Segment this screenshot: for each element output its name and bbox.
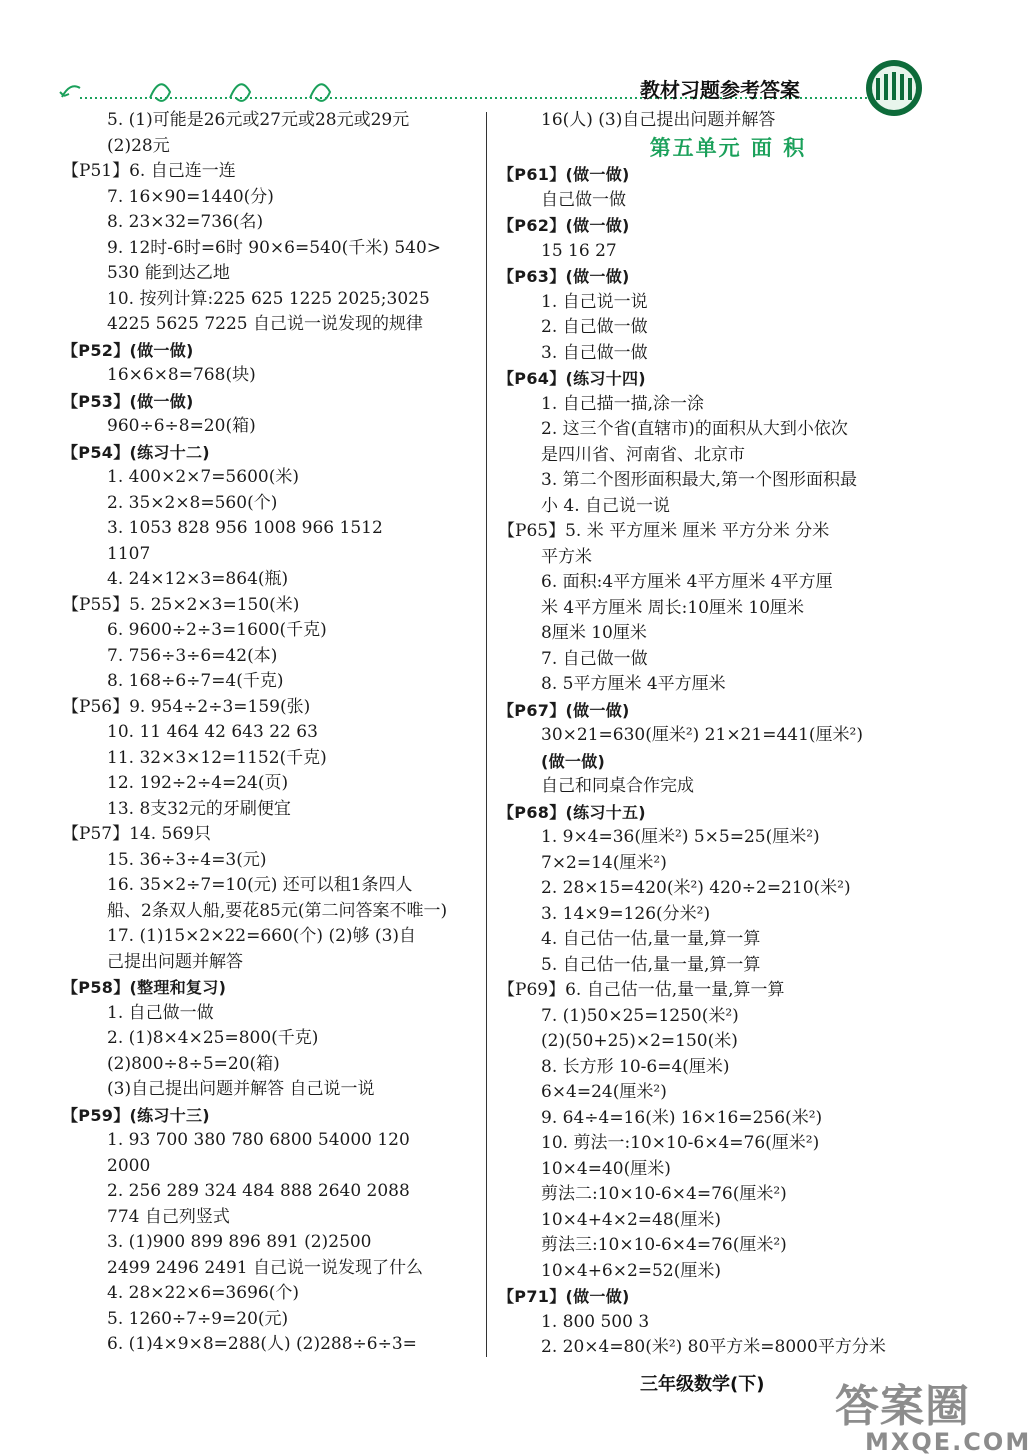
answer-line: 16. 35×2÷7=10(元) 还可以租1条四人	[107, 875, 413, 895]
answer-line: 4225 5625 7225 自己说一说发现的规律	[107, 314, 424, 334]
answer-line: 774 自己列竖式	[107, 1206, 230, 1227]
answer-line: 15. 36÷3÷4=3(元)	[107, 849, 267, 870]
answer-line: 16×6×8=768(块)	[107, 365, 256, 385]
answer-line: 2. 这三个省(直辖市)的面积从大到小依次	[541, 419, 848, 439]
answer-line: 4. 24×12×3=864(瓶)	[107, 569, 289, 589]
answer-line: 2. 20×4=80(米²) 80平方米=8000平方分米	[541, 1337, 886, 1357]
answer-line: 船、2条双人船,要花85元(第二问答案不唯一)	[107, 900, 448, 921]
answer-line: 2000	[107, 1155, 151, 1176]
answer-line: 15 16 27	[541, 240, 617, 261]
answer-line: 1. 自己做一做	[107, 1002, 214, 1023]
answer-line: 1. 自己描一描,涂一涂	[541, 393, 705, 414]
column-divider	[486, 112, 487, 1357]
answer-line: 1. 93 700 380 780 6800 54000 120	[107, 1130, 410, 1150]
answer-line: 8. 23×32=736(名)	[107, 212, 264, 232]
answer-line: 5. 1260÷7÷9=20(元)	[107, 1308, 289, 1329]
answer-line: 960÷6÷8=20(箱)	[107, 416, 256, 436]
answer-line: 2499 2496 2491 自己说一说发现了什么	[107, 1257, 424, 1278]
answer-line: 【P55】5. 25×2×3=150(米)	[62, 594, 300, 615]
answer-line: 8. 168÷6÷7=4(千克)	[107, 671, 284, 691]
watermark-sub: MXQE.COM	[865, 1428, 1031, 1456]
answer-line: 【P53】(做一做)	[62, 391, 194, 411]
decorative-dotted-line	[0, 0, 1000, 120]
answer-line: 8. 长方形 10-6=4(厘米)	[541, 1056, 730, 1077]
answer-line: 7. (1)50×25=1250(米²)	[541, 1005, 739, 1026]
answer-line: 2. (1)8×4×25=800(千克)	[107, 1028, 319, 1048]
answer-line: 3. 自己做一做	[541, 342, 648, 363]
answer-line: 3. 14×9=126(分米²)	[541, 903, 711, 924]
answer-line: 4. 28×22×6=3696(个)	[107, 1283, 299, 1303]
answer-line: 7. 16×90=1440(分)	[107, 186, 274, 207]
answer-line: 8. 5平方厘米 4平方厘米	[541, 674, 726, 694]
answer-line: 13. 8支32元的牙刷便宜	[107, 798, 291, 819]
answer-line: 1107	[107, 543, 151, 564]
answer-line: 8厘米 10厘米	[541, 623, 647, 643]
answer-line: (2)(50+25)×2=150(米)	[541, 1031, 738, 1051]
answer-line: 剪法二:10×10-6×4=76(厘米²)	[541, 1184, 787, 1204]
answer-line: 己提出问题并解答	[107, 951, 243, 972]
answer-line: 自己做一做	[541, 189, 626, 210]
answer-line: 【P65】5. 米 平方厘米 厘米 平方分米 分米	[498, 521, 830, 541]
answer-line: 16(人) (3)自己提出问题并解答	[541, 110, 776, 130]
answer-line: 2. 28×15=420(米²) 420÷2=210(米²)	[541, 878, 851, 898]
header-title: 教材习题参考答案	[640, 78, 800, 102]
answer-line: 12. 192÷2÷4=24(页)	[107, 773, 289, 793]
answer-line: 3. 第二个图形面积最大,第一个图形面积最	[541, 470, 858, 490]
left-column	[62, 108, 480, 1358]
answer-line: 10. 按列计算:225 625 1225 2025;3025	[107, 288, 430, 309]
answer-line: 3. 1053 828 956 1008 966 1512	[107, 518, 383, 538]
footer-grade-label: 三年级数学(下)	[640, 1374, 765, 1395]
answer-line: 【P58】(整理和复习)	[62, 978, 227, 997]
answer-line: 【P56】9. 954÷2÷3=159(张)	[62, 696, 311, 717]
answer-line: 1. 自己说一说	[541, 291, 648, 312]
answer-line: 6×4=24(厘米²)	[541, 1082, 667, 1102]
answer-line: 10. 11 464 42 643 22 63	[107, 722, 318, 742]
answer-line: 【P57】14. 569只	[62, 824, 211, 844]
answer-line: 7. 756÷3÷6=42(本)	[107, 645, 278, 666]
answer-line: 2. 35×2×8=560(个)	[107, 492, 278, 513]
answer-line: 5. (1)可能是26元或27元或28元或29元	[107, 110, 410, 130]
answer-line: 6. 面积:4平方厘米 4平方厘米 4平方厘	[541, 572, 833, 592]
answer-line: (2)28元	[107, 135, 170, 156]
answer-line: 【P61】(做一做)	[498, 165, 630, 184]
answer-line: (做一做)	[541, 751, 606, 771]
right-column	[498, 108, 918, 1361]
answer-line: 3. (1)900 899 896 891 (2)2500	[107, 1232, 372, 1252]
answer-line: 【P67】(做一做)	[498, 700, 630, 720]
answer-line: 2. 256 289 324 484 888 2640 2088	[107, 1181, 410, 1201]
answer-line: (2)800÷8÷5=20(箱)	[107, 1053, 280, 1074]
answer-line: (3)自己提出问题并解答 自己说一说	[107, 1079, 375, 1099]
answer-line: 【P68】(练习十五)	[498, 802, 646, 822]
answer-line: 5. 自己估一估,量一量,算一算	[541, 954, 761, 975]
answer-line: 9. 12时-6时=6时 90×6=540(千米) 540>	[107, 237, 442, 258]
unit-title: 第五单元 面 积	[649, 135, 807, 160]
answer-line: 530 能到达乙地	[107, 263, 230, 283]
answer-line: 【P52】(做一做)	[62, 340, 194, 360]
answer-line: 【P54】(练习十二)	[62, 442, 210, 462]
answer-line: 平方米	[541, 546, 592, 567]
answer-line: 【P62】(做一做)	[498, 216, 630, 235]
watermark	[835, 1370, 1031, 1456]
answer-line: 7. 自己做一做	[541, 648, 648, 669]
answer-line: 7×2=14(厘米²)	[541, 852, 667, 873]
answer-line: 剪法三:10×10-6×4=76(厘米²)	[541, 1235, 787, 1255]
answer-line: 10. 剪法一:10×10-6×4=76(厘米²)	[541, 1133, 820, 1153]
page-header	[0, 0, 1000, 120]
answer-line: 6. (1)4×9×8=288(人) (2)288÷6÷3=	[107, 1334, 417, 1354]
answer-line: 【P69】6. 自己估一估,量一量,算一算	[498, 980, 785, 1000]
answer-line: 6. 9600÷2÷3=1600(千克)	[107, 620, 327, 640]
answer-line: 【P51】6. 自己连一连	[62, 161, 236, 181]
answer-line: 10×4+6×2=52(厘米)	[541, 1260, 721, 1281]
answer-line: 是四川省、河南省、北京市	[541, 444, 745, 465]
answer-line: 自己和同桌合作完成	[541, 776, 694, 796]
answer-line: 9. 64÷4=16(米) 16×16=256(米²)	[541, 1107, 823, 1128]
answer-line: 17. (1)15×2×22=660(个) (2)够 (3)自	[107, 926, 417, 946]
answer-line: 4. 自己估一估,量一量,算一算	[541, 929, 761, 949]
watermark-main: 答案圈	[835, 1381, 970, 1432]
answer-line: 【P71】(做一做)	[498, 1287, 630, 1306]
answer-line: 10×4=40(厘米)	[541, 1158, 671, 1179]
answer-line: 【P63】(做一做)	[498, 267, 630, 286]
answer-line: 【P64】(练习十四)	[498, 369, 646, 388]
answer-line: 10×4+4×2=48(厘米)	[541, 1209, 721, 1230]
answer-line: 1. 9×4=36(厘米²) 5×5=25(厘米²)	[541, 827, 820, 847]
answer-line: 1. 800 500 3	[541, 1311, 650, 1332]
answer-line: 30×21=630(厘米²) 21×21=441(厘米²)	[541, 725, 863, 745]
answer-line: 1. 400×2×7=5600(米)	[107, 467, 299, 487]
answer-line: 2. 自己做一做	[541, 317, 648, 337]
answer-line: 小 4. 自己说一说	[541, 495, 671, 516]
answer-line: 11. 32×3×12=1152(千克)	[107, 747, 327, 768]
answer-line: 米 4平方厘米 周长:10厘米 10厘米	[541, 597, 805, 618]
answer-line: 【P59】(练习十三)	[62, 1105, 210, 1125]
